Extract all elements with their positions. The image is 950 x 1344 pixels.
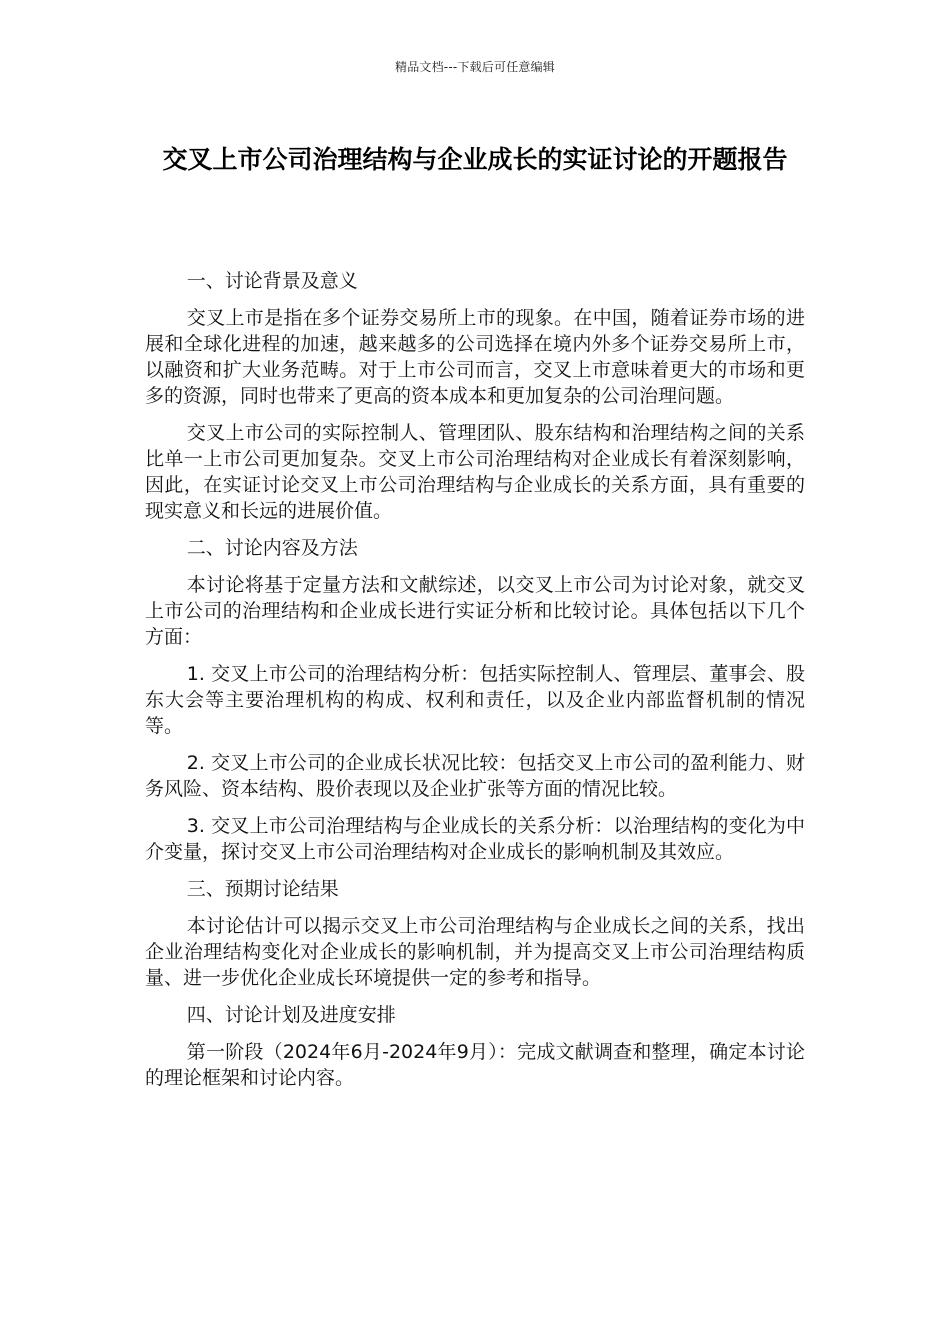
section-heading-3: 三、预期讨论结果: [186, 878, 339, 900]
section-2-item-2: 2. 交叉上市公司的企业成长状况比较：包括交叉上市公司的盈利能力、财务风险、资本结构、股价表现以及企业扩张等方面的情况比较。: [145, 752, 805, 800]
section-heading-2: 二、讨论内容及方法: [186, 537, 358, 559]
document-title: 交叉上市公司治理结构与企业成长的实证讨论的开题报告: [162, 145, 788, 174]
section-heading-4: 四、讨论计划及进度安排: [186, 1004, 396, 1026]
section-heading-1: 一、讨论背景及意义: [186, 270, 358, 292]
header-note: 精品文档---下载后可任意编辑: [395, 60, 555, 74]
document-body: [145, 268, 805, 1102]
section-4-paragraph-1: 第一阶段（2024年6月-2024年9月）：完成文献调查和整理，确定本讨论的理论框架和讨论内容。: [145, 1041, 805, 1089]
section-3-paragraph-1: 本讨论估计可以揭示交叉上市公司治理结构与企业成长之间的关系，找出企业治理结构变化对企业成长的影响机制，并为提高交叉上市公司治理结构质量、进一步优化企业成长环境提供一定的参考和指导。: [145, 915, 805, 989]
section-1-paragraph-2: 交叉上市公司的实际控制人、管理团队、股东结构和治理结构之间的关系比单一上市公司更加复杂。交叉上市公司治理结构对企业成长有着深刻影响，因此，在实证讨论交叉上市公司治理结构与企业成长的关系方面，具有重要的现实意义和长远的进展价值。: [145, 422, 805, 522]
section-1-paragraph-1: 交叉上市是指在多个证券交易所上市的现象。在中国，随着证券市场的进展和全球化进程的加速，越来越多的公司选择在境内外多个证券交易所上市，以融资和扩大业务范畴。对于上市公司而言，交叉上市意味着更大的市场和更多的资源，同时也带来了更高的资本成本和更加复杂的公司治理问题。: [145, 307, 805, 407]
section-2-paragraph-1: 本讨论将基于定量方法和文献综述，以交叉上市公司为讨论对象，就交叉上市公司的治理结构和企业成长进行实证分析和比较讨论。具体包括以下几个方面：: [145, 574, 805, 648]
section-2-item-1: 1. 交叉上市公司的治理结构分析：包括实际控制人、管理层、董事会、股东大会等主要治理机构的构成、权利和责任，以及企业内部监督机制的情况等。: [145, 663, 805, 737]
section-2-item-3: 3. 交叉上市公司治理结构与企业成长的关系分析：以治理结构的变化为中介变量，探讨交叉上市公司治理结构对企业成长的影响机制及其效应。: [145, 815, 805, 863]
